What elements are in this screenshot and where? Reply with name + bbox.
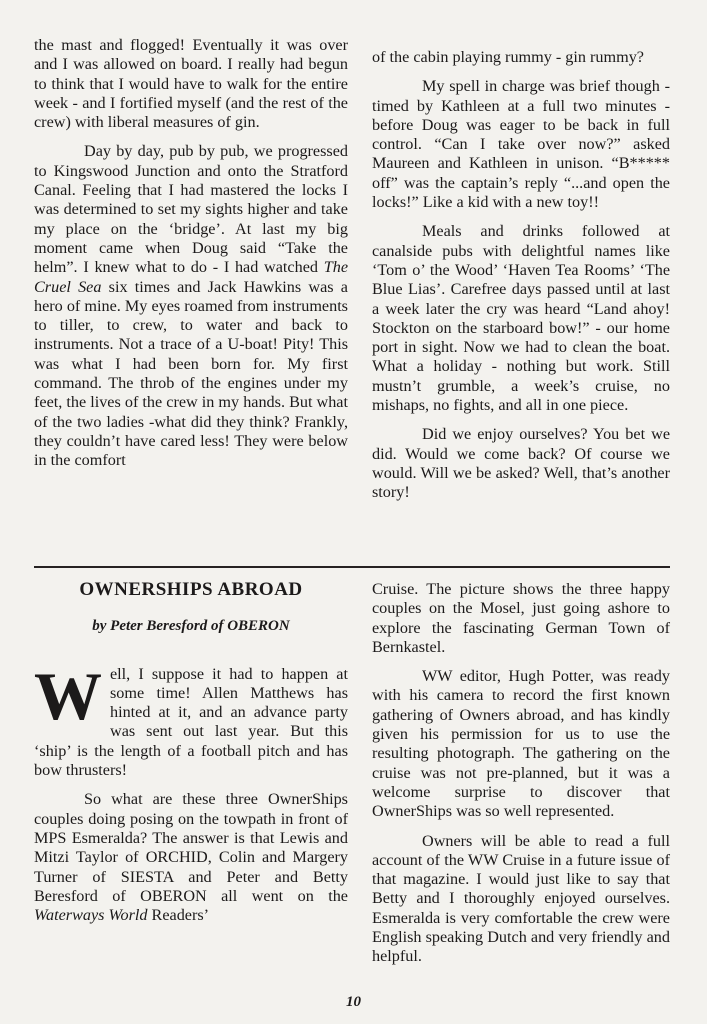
page-number: 10: [346, 994, 361, 1010]
paragraph: [34, 790, 348, 925]
text-run: Day by day, pub by pub, we progressed to Kingswood Junction and onto the Stratford Canal. Feeling that I had mastered the locks I was determined to set my sights higher and take my place on the ‘bridge’. At last my big moment came when Doug said “Take the helm”. I knew what to do - I had watched: [34, 142, 348, 277]
paragraph: Owners will be able to read a full account of the WW Cruise in a future issue of that magazine. I would just like to say that Betty and I thoroughly enjoyed ourselves. Esmeralda is very comfortable the crew were English speaking Dutch and very friendly and helpful.: [372, 831, 670, 966]
text-run: Readers’: [147, 906, 210, 925]
text-run: So what are these three OwnerShips couples doing posing on the towpath in front of MPS Esmeralda? The answer is that Lewis and Mitzi Taylor of ORCHID, Colin and Margery Turner of SIESTA and Peter and Betty Beresford of OBERON all went on the: [34, 790, 348, 905]
paragraph: Meals and drinks followed at canalside pubs with delightful names like ‘Tom o’ the Wood’ ‘Haven Tea Rooms’ ‘The Blue Lias’. Carefree days passed until at last a week later the cry was heard “Land ahoy! Stockton on the starboard bow!” - our home port in sight. Now we had to clean the boat. What a holiday - nothing but work. Still mustn’t grumble, a week’s cruise, no mishaps, no fights, and all in one piece.: [372, 222, 670, 415]
text-run: ell, I suppose it had to happen at some time! Allen Matthews has hinted at it, and an advance party was sent out last year. But this ‘ship’ is the length of a football pitch and has bow thrusters!: [34, 664, 348, 780]
top-right-column: [372, 48, 670, 513]
paragraph: Did we enjoy ourselves? You bet we did. Would we come back? Of course we would. Will we be asked? Well, that’s another story!: [372, 425, 670, 502]
paragraph: My spell in charge was brief though - timed by Kathleen at a full two minutes - before Doug was eager to be back in full control. “Can I take over now?” asked Maureen and Kathleen in unison. “B***** off” was the captain’s reply “...and open the locks!” Like a kid with a new toy!!: [372, 77, 670, 212]
paragraph: WW editor, Hugh Potter, was ready with his camera to record the first known gathering of Owners abroad, and has kindly given his permission for us to use the resulting photograph. The gathering on the cruise was not pre-planned, but it was a welcome surprise to discover that OwnerShips was so well represented.: [372, 667, 670, 821]
paragraph: the mast and flogged! Eventually it was over and I was allowed on board. I really had begun to think that I would have to walk for the entire week - and I fortified myself (and the rest of the crew) with liberal measures of gin.: [34, 36, 348, 132]
paragraph: [34, 142, 348, 470]
article-byline: by Peter Beresford of OBERON: [92, 618, 290, 635]
film-title: The Cruel Sea: [34, 258, 348, 296]
article-heading: OWNERSHIPS ABROAD: [79, 579, 303, 600]
paragraph: of the cabin playing rummy - gin rummy?: [372, 48, 644, 66]
article-right-column: [372, 580, 670, 977]
magazine-title: Waterways World: [34, 906, 148, 925]
drop-cap: W: [34, 657, 102, 734]
text-run: six times and Jack Hawkins was a hero of mine. My eyes roamed from instruments to tiller, to crew, to water and back to instruments. Not a trace of a U-boat! Pity! This was what I had been born for. My first command. The throb of the engines under my feet, the lives of the crew in my hands. But what of the two ladies -what did they think? Frankly, they couldn’t have cared less! They were below in the comfort: [34, 277, 348, 470]
paragraph: Cruise. The picture shows the three happy couples on the Mosel, just going ashore to explore the fascinating German Town of Bernkastel.: [372, 580, 670, 656]
article-left-column: [34, 578, 348, 935]
section-divider: [34, 566, 670, 568]
top-left-column: [34, 36, 348, 481]
paragraph: [34, 657, 348, 781]
